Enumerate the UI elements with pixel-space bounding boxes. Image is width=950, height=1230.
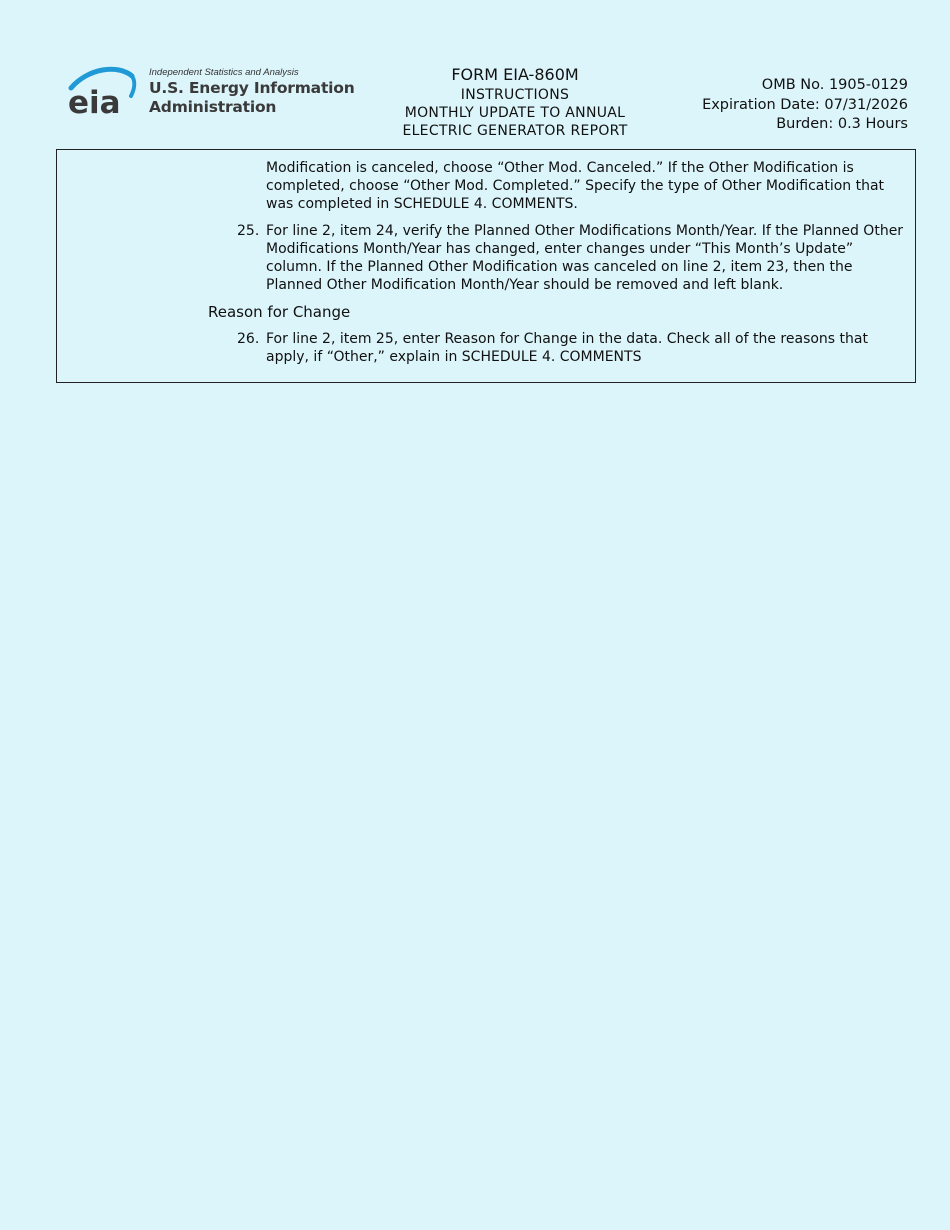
omb-number: OMB No. 1905-0129 — [761, 77, 908, 93]
form-title: FORM EIA-860M — [451, 65, 579, 84]
logo-tagline: Independent Statistics and Analysis — [149, 67, 299, 78]
instructions-box — [56, 149, 916, 383]
instruction-item-25 — [237, 222, 907, 294]
instruction-item-26 — [237, 330, 907, 366]
expiration-date: Expiration Date: 07/31/2026 — [702, 96, 908, 113]
form-header — [385, 64, 645, 140]
form-subtitle-instructions: INSTRUCTIONS — [460, 87, 570, 103]
burden-hours: Burden: 0.3 Hours — [776, 116, 908, 132]
form-subtitle-line3: MONTHLY UPDATE TO ANNUAL — [404, 105, 626, 121]
logo-agency-name-line2: Administration — [149, 98, 277, 116]
continued-paragraph: Modification is canceled, choose “Other Mod. Canceled.” If the Other Modification is completed, choose “Other Mod. Completed.” Specify the type of Other Modification that was completed in SCHEDULE 4. COMMENTS. — [266, 160, 885, 212]
logo-mark-text: eia — [68, 85, 121, 120]
item-text: For line 2, item 24, verify the Planned Other Modifications Month/Year. If the Planned Other Modifications Month/Year has changed, enter changes under “This Month’s Update” column. If the Planned Other Modification was canceled on line 2, item 23, then the Planned Other Modification Month/Year should be removed and left blank. — [266, 223, 904, 293]
item-text: For line 2, item 25, enter Reason for Change in the data. Check all of the reasons that apply, if “Other,” explain in SCHEDULE 4. COMMENTS — [266, 331, 868, 365]
form-subtitle-line4: ELECTRIC GENERATOR REPORT — [402, 123, 628, 139]
item-number: 26. — [237, 331, 260, 347]
section-heading-reason-for-change: Reason for Change — [208, 303, 351, 321]
item-number: 25. — [237, 223, 260, 239]
logo-agency-name-line1: U.S. Energy Information — [149, 79, 355, 97]
eia-logo-mark-icon — [68, 66, 146, 120]
omb-info — [702, 76, 908, 135]
eia-logo — [68, 66, 355, 120]
